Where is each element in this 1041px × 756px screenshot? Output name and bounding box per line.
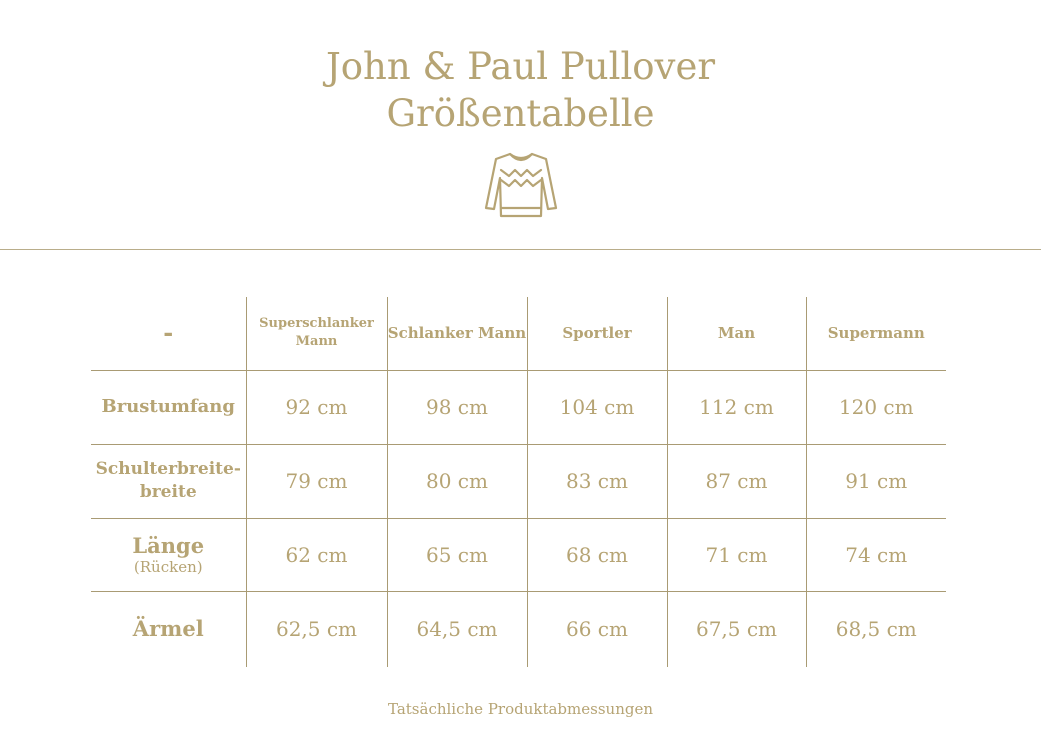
table-cell: 91 cm <box>806 444 946 518</box>
table-cell: 104 cm <box>527 370 667 444</box>
row-label-laenge-sub: (Rücken) <box>133 557 203 576</box>
title-line-1: John & Paul Pullover <box>325 45 716 88</box>
table-cell: 62 cm <box>246 518 387 591</box>
table-cell: 80 cm <box>387 444 527 518</box>
table-cell: 92 cm <box>246 370 387 444</box>
table-cell: 112 cm <box>667 370 806 444</box>
table-cell: 62,5 cm <box>246 591 387 667</box>
table-cell: 120 cm <box>806 370 946 444</box>
row-label-aermel: Ärmel <box>91 591 246 667</box>
size-table <box>91 297 946 667</box>
row-label-schulterbreite: Schulterbreite-breite <box>91 444 246 518</box>
table-cell: 79 cm <box>246 444 387 518</box>
sweater-icon <box>482 150 560 220</box>
footnote: Tatsächliche Produktabmessungen <box>388 700 653 718</box>
header-schlanker: Schlanker Mann <box>387 297 527 370</box>
header-supermann: Supermann <box>806 297 946 370</box>
table-cell: 67,5 cm <box>667 591 806 667</box>
table-row <box>91 370 946 444</box>
table-cell: 83 cm <box>527 444 667 518</box>
table-cell: 87 cm <box>667 444 806 518</box>
row-label-laenge-text: Länge <box>132 532 205 558</box>
table-cell: 71 cm <box>667 518 806 591</box>
table-cell: 74 cm <box>806 518 946 591</box>
table-cell: 66 cm <box>527 591 667 667</box>
table-row <box>91 444 946 518</box>
table-row <box>91 518 946 591</box>
table-cell: 65 cm <box>387 518 527 591</box>
header-man: Man <box>667 297 806 370</box>
page-title <box>0 43 1041 137</box>
table-row <box>91 591 946 667</box>
title-line-2: Größentabelle <box>386 92 655 135</box>
table-cell: 64,5 cm <box>387 591 527 667</box>
table-cell: 68,5 cm <box>806 591 946 667</box>
table-cell: 68 cm <box>527 518 667 591</box>
row-label-brustumfang: Brustumfang <box>91 370 246 444</box>
header-sportler: Sportler <box>527 297 667 370</box>
title-divider <box>0 249 1041 250</box>
header-superschlanker: Superschlanker Mann <box>246 297 387 370</box>
row-label-laenge <box>91 518 246 591</box>
table-cell: 98 cm <box>387 370 527 444</box>
header-row <box>91 297 946 370</box>
corner-cell: - <box>163 318 174 348</box>
